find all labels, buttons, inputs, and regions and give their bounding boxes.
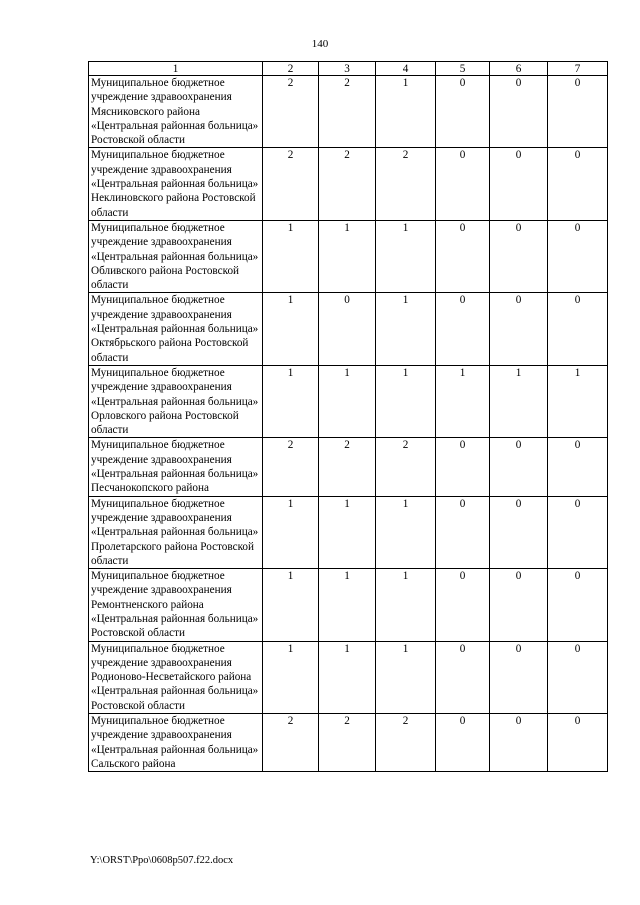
value-cell: 0 bbox=[548, 76, 608, 148]
value-cell: 2 bbox=[263, 76, 319, 148]
value-cell: 1 bbox=[319, 496, 376, 568]
value-cell: 0 bbox=[319, 293, 376, 365]
institution-name: Муниципальное бюджетное учреждение здравоохранения «Центральная районная больница» Октябрьского района Ростовской области bbox=[89, 293, 263, 365]
table-row bbox=[89, 641, 608, 713]
institution-name: Муниципальное бюджетное учреждение здравоохранения «Центральная районная больница» Обливского района Ростовской области bbox=[89, 220, 263, 292]
value-cell: 0 bbox=[548, 569, 608, 641]
value-cell: 0 bbox=[548, 148, 608, 220]
value-cell: 1 bbox=[319, 220, 376, 292]
value-cell: 0 bbox=[490, 569, 548, 641]
table-row bbox=[89, 569, 608, 641]
institution-name: Муниципальное бюджетное учреждение здравоохранения «Центральная районная больница» Песчанокопского района bbox=[89, 438, 263, 496]
value-cell: 1 bbox=[436, 365, 490, 437]
value-cell: 0 bbox=[436, 714, 490, 772]
value-cell: 0 bbox=[548, 641, 608, 713]
table-row bbox=[89, 148, 608, 220]
column-header-6: 6 bbox=[490, 62, 548, 76]
value-cell: 2 bbox=[319, 438, 376, 496]
value-cell: 2 bbox=[263, 714, 319, 772]
institution-name: Муниципальное бюджетное учреждение здравоохранения Мясниковского района «Центральная районная больница» Ростовской области bbox=[89, 76, 263, 148]
column-header-7: 7 bbox=[548, 62, 608, 76]
column-header-3: 3 bbox=[319, 62, 376, 76]
value-cell: 1 bbox=[319, 569, 376, 641]
value-cell: 1 bbox=[263, 220, 319, 292]
value-cell: 0 bbox=[436, 438, 490, 496]
value-cell: 0 bbox=[490, 496, 548, 568]
value-cell: 0 bbox=[436, 293, 490, 365]
value-cell: 2 bbox=[376, 438, 436, 496]
table-row bbox=[89, 220, 608, 292]
column-header-4: 4 bbox=[376, 62, 436, 76]
value-cell: 0 bbox=[436, 148, 490, 220]
value-cell: 1 bbox=[376, 365, 436, 437]
value-cell: 1 bbox=[490, 365, 548, 437]
value-cell: 2 bbox=[263, 438, 319, 496]
value-cell: 0 bbox=[490, 293, 548, 365]
value-cell: 1 bbox=[319, 365, 376, 437]
value-cell: 1 bbox=[376, 76, 436, 148]
value-cell: 0 bbox=[548, 714, 608, 772]
table-row bbox=[89, 714, 608, 772]
value-cell: 1 bbox=[376, 293, 436, 365]
institution-name: Муниципальное бюджетное учреждение здравоохранения Родионово-Несветайского района «Центральная районная больница» Ростовской области bbox=[89, 641, 263, 713]
value-cell: 0 bbox=[490, 148, 548, 220]
page-number: 140 bbox=[311, 38, 329, 50]
value-cell: 2 bbox=[376, 714, 436, 772]
value-cell: 1 bbox=[376, 220, 436, 292]
institution-name: Муниципальное бюджетное учреждение здравоохранения «Центральная районная больница» Пролетарского района Ростовской области bbox=[89, 496, 263, 568]
value-cell: 1 bbox=[263, 365, 319, 437]
value-cell: 1 bbox=[376, 569, 436, 641]
institution-name: Муниципальное бюджетное учреждение здравоохранения «Центральная районная больница» Орловского района Ростовской области bbox=[89, 365, 263, 437]
value-cell: 0 bbox=[436, 569, 490, 641]
value-cell: 1 bbox=[376, 496, 436, 568]
value-cell: 1 bbox=[376, 641, 436, 713]
value-cell: 0 bbox=[490, 438, 548, 496]
file-path-footer: Y:\ORST\Ppo\0608p507.f22.docx bbox=[90, 855, 234, 866]
institution-name: Муниципальное бюджетное учреждение здравоохранения «Центральная районная больница» Сальского района bbox=[89, 714, 263, 772]
table-row bbox=[89, 293, 608, 365]
value-cell: 0 bbox=[436, 496, 490, 568]
table-row bbox=[89, 76, 608, 148]
value-cell: 2 bbox=[319, 76, 376, 148]
value-cell: 1 bbox=[263, 641, 319, 713]
value-cell: 1 bbox=[263, 569, 319, 641]
column-header-2: 2 bbox=[263, 62, 319, 76]
value-cell: 1 bbox=[263, 293, 319, 365]
value-cell: 0 bbox=[436, 76, 490, 148]
table-row bbox=[89, 365, 608, 437]
value-cell: 0 bbox=[548, 293, 608, 365]
value-cell: 0 bbox=[490, 76, 548, 148]
data-table bbox=[88, 61, 608, 772]
value-cell: 0 bbox=[548, 220, 608, 292]
institution-name: Муниципальное бюджетное учреждение здравоохранения «Центральная районная больница» Неклиновского района Ростовской области bbox=[89, 148, 263, 220]
value-cell: 1 bbox=[548, 365, 608, 437]
column-header-1: 1 bbox=[89, 62, 263, 76]
institution-name: Муниципальное бюджетное учреждение здравоохранения Ремонтненского района «Центральная районная больница» Ростовской области bbox=[89, 569, 263, 641]
value-cell: 1 bbox=[319, 641, 376, 713]
value-cell: 0 bbox=[490, 220, 548, 292]
value-cell: 0 bbox=[490, 641, 548, 713]
value-cell: 0 bbox=[436, 641, 490, 713]
table-header-row bbox=[89, 62, 608, 76]
table-row bbox=[89, 438, 608, 496]
value-cell: 2 bbox=[376, 148, 436, 220]
value-cell: 2 bbox=[263, 148, 319, 220]
value-cell: 0 bbox=[490, 714, 548, 772]
value-cell: 0 bbox=[436, 220, 490, 292]
value-cell: 0 bbox=[548, 496, 608, 568]
value-cell: 2 bbox=[319, 148, 376, 220]
value-cell: 1 bbox=[263, 496, 319, 568]
value-cell: 0 bbox=[548, 438, 608, 496]
table-row bbox=[89, 496, 608, 568]
value-cell: 2 bbox=[319, 714, 376, 772]
column-header-5: 5 bbox=[436, 62, 490, 76]
